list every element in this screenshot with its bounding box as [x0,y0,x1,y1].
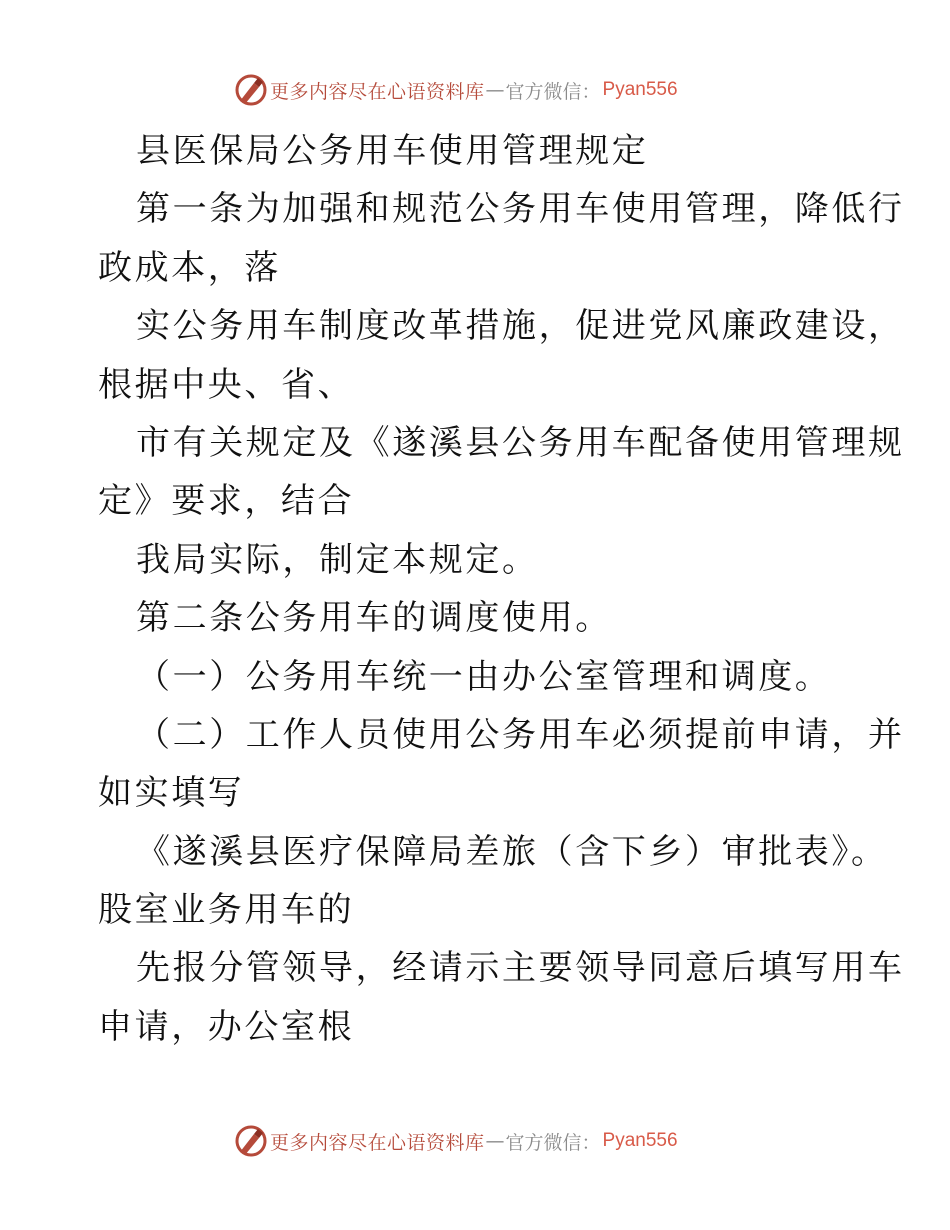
banner-wechat-id: Pyan556 [602,1130,678,1151]
header-banner [234,73,678,107]
document-line: 第二条公务用车的调度使用。 [136,598,612,639]
document-line: 定》要求，结合 [98,481,355,522]
document-title: 县医保局公务用车使用管理规定 [136,131,649,171]
document-line: （二）工作人员使用公务用车必须提前申请，并 [136,714,905,755]
document-line: 我局实际，制定本规定。 [136,539,539,580]
banner-slogan: 更多内容尽在心语资料库 [270,80,485,103]
document-line: 市有关规定及《遂溪县公务用车配备使用管理规 [136,422,905,463]
document-line: 申请，办公室根 [98,1006,355,1047]
document-line: 政成本，落 [98,247,281,288]
pen-logo-icon [234,1124,268,1158]
footer-banner [234,1124,678,1158]
document-line: 如实填写 [98,773,245,814]
document-body [98,122,905,1056]
document-line: 第一条为加强和规范公务用车使用管理，降低行 [136,189,905,230]
document-line: 股室业务用车的 [98,890,355,931]
document-line: 实公务用车制度改革措施，促进党风廉政建设， [136,306,905,347]
document-line: 根据中央、省、 [98,364,355,405]
banner-wechat-label: 官方微信： [505,80,601,103]
pen-logo-icon [234,73,268,107]
banner-slogan: 更多内容尽在心语资料库 [270,1131,485,1154]
banner-wechat-id: Pyan556 [602,79,678,100]
banner-separator: — [485,1130,505,1152]
document-line: 《遂溪县医疗保障局差旅（含下乡）审批表》。 [136,831,888,872]
banner-separator: — [485,79,505,101]
document-line: （一）公务用车统一由办公室管理和调度。 [136,656,832,697]
banner-wechat-label: 官方微信： [505,1131,601,1154]
document-line: 先报分管领导，经请示主要领导同意后填写用车 [136,948,905,989]
